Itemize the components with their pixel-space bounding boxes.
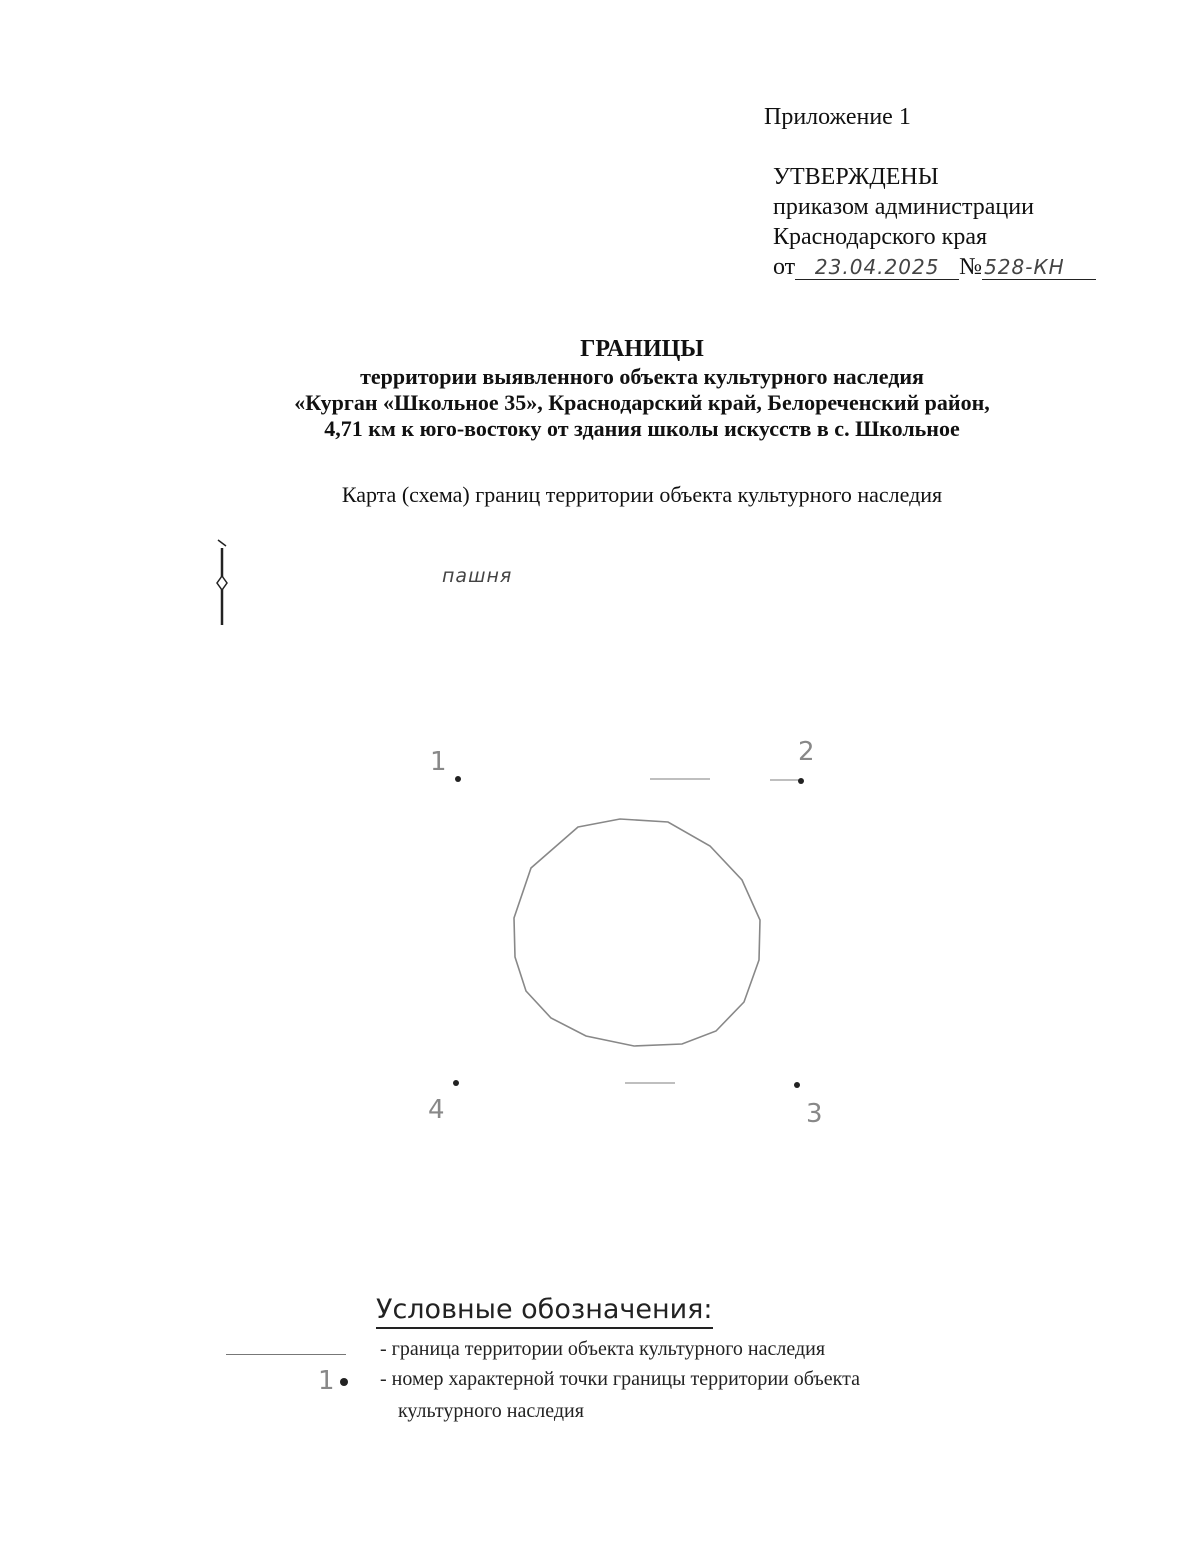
appendix-label: Приложение 1 xyxy=(764,104,911,130)
order-date: 23.04.2025 xyxy=(795,255,959,280)
north-arrow-icon xyxy=(217,540,227,625)
land-label: пашня xyxy=(442,565,513,587)
order-number: 528-КН xyxy=(982,255,1096,280)
legend-point-description: - номер характерной точки границы территории объекта xyxy=(380,1368,860,1390)
legend-point-number: 1 xyxy=(318,1366,335,1396)
legend-point-description-cont: культурного наследия xyxy=(398,1400,584,1422)
approved-heading: УТВЕРЖДЕНЫ xyxy=(773,164,939,190)
date-prefix: от xyxy=(773,254,796,280)
approved-by-line2: Краснодарского края xyxy=(773,224,988,250)
legend-point-dot xyxy=(340,1378,348,1386)
legend-line-sample xyxy=(226,1354,346,1355)
map-caption: Карта (схема) границ территории объекта культурного наследия xyxy=(341,482,943,507)
point-label-4: 4 xyxy=(428,1095,445,1125)
title-main: ГРАНИЦЫ xyxy=(580,336,704,362)
point-label-3: 3 xyxy=(806,1099,823,1129)
title-line1: территории выявленного объекта культурного наследия xyxy=(360,364,924,389)
legend-title: Условные обозначения: xyxy=(376,1294,713,1329)
boundary-point-4 xyxy=(453,1080,459,1086)
boundary-point-2 xyxy=(798,778,804,784)
boundary-point-3 xyxy=(794,1082,800,1088)
title-line3: 4,71 км к юго-востоку от здания школы искусств в с. Школьное xyxy=(324,416,960,441)
legend-line-description: - граница территории объекта культурного наследия xyxy=(380,1338,826,1360)
point-label-1: 1 xyxy=(430,747,447,777)
title-line2: «Курган «Школьное 35», Краснодарский край, Белореченский район, xyxy=(294,390,990,415)
boundary-point-1 xyxy=(455,776,461,782)
mound-contour xyxy=(514,819,760,1046)
approved-by-line1: приказом администрации xyxy=(773,194,1034,220)
point-label-2: 2 xyxy=(798,737,815,767)
number-prefix: № xyxy=(959,254,983,280)
